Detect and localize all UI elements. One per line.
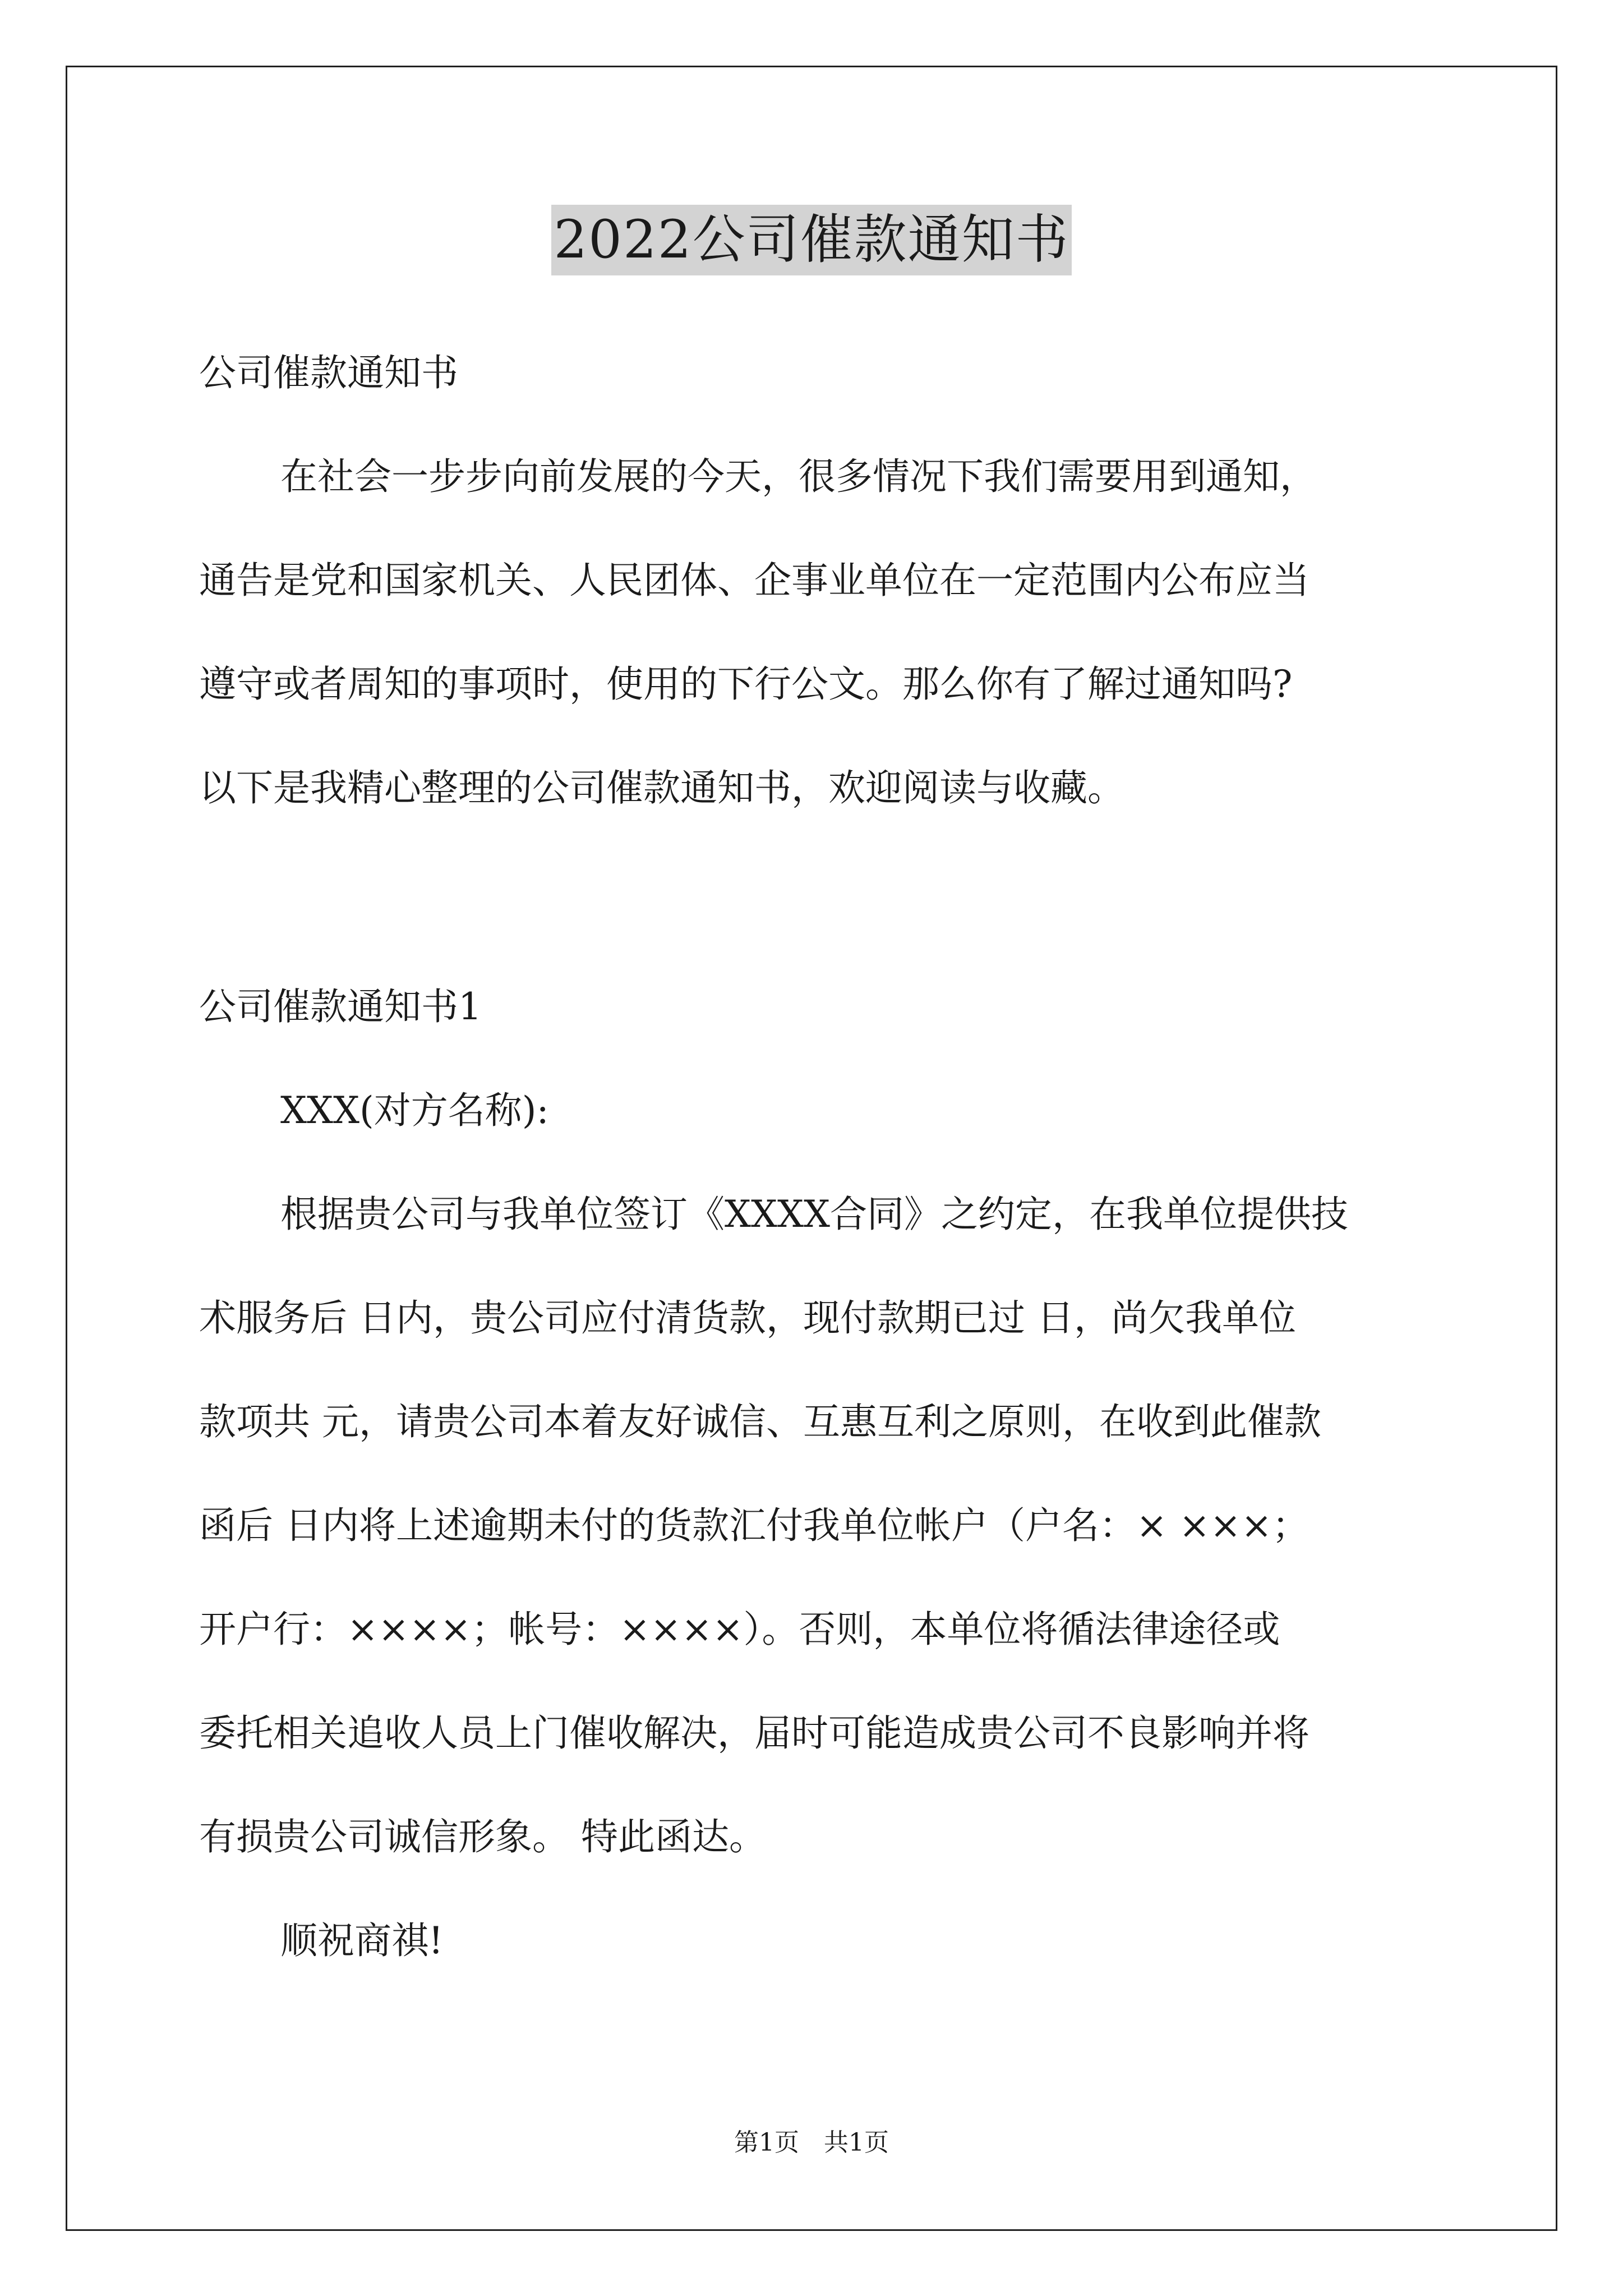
body-line-2: 术服务后 日内，贵公司应付清货款，现付款期已过 日，尚欠我单位 — [199, 1296, 1296, 1340]
page-footer: 第1页 共1页 — [734, 2128, 889, 2157]
body-line-4: 函后 日内将上述逾期未付的货款汇付我单位帐户（户名：× ×××； — [199, 1504, 1310, 1547]
body-line-5: 开户行：××××；帐号：××××）。否则，本单位将循法律途径或 — [199, 1608, 1280, 1651]
title-container — [0, 205, 1623, 275]
intro-line-1: 在社会一步步向前发展的今天，很多情况下我们需要用到通知， — [280, 455, 1317, 498]
section-heading: 公司催款通知书1 — [199, 985, 482, 1028]
document-title: 2022公司催款通知书 — [551, 205, 1071, 275]
salutation: XXX(对方名称): — [280, 1089, 549, 1132]
body-line-1: 根据贵公司与我单位签订《XXXX合同》之约定，在我单位提供技 — [280, 1193, 1348, 1236]
subtitle: 公司催款通知书 — [199, 351, 458, 394]
intro-line-2: 通告是党和国家机关、人民团体、企事业单位在一定范围内公布应当 — [199, 559, 1310, 602]
closing: 顺祝商祺! — [280, 1919, 444, 1962]
body-line-6: 委托相关追收人员上门催收解决，届时可能造成贵公司不良影响并将 — [199, 1711, 1310, 1755]
body-line-7: 有损贵公司诚信形象。 特此函达。 — [199, 1815, 766, 1858]
intro-line-4: 以下是我精心整理的公司催款通知书，欢迎阅读与收藏。 — [199, 766, 1124, 809]
intro-line-3: 遵守或者周知的事项时，使用的下行公文。那么你有了解过通知吗? — [199, 662, 1293, 706]
body-line-3: 款项共 元，请贵公司本着友好诚信、互惠互利之原则，在收到此催款 — [199, 1400, 1321, 1443]
